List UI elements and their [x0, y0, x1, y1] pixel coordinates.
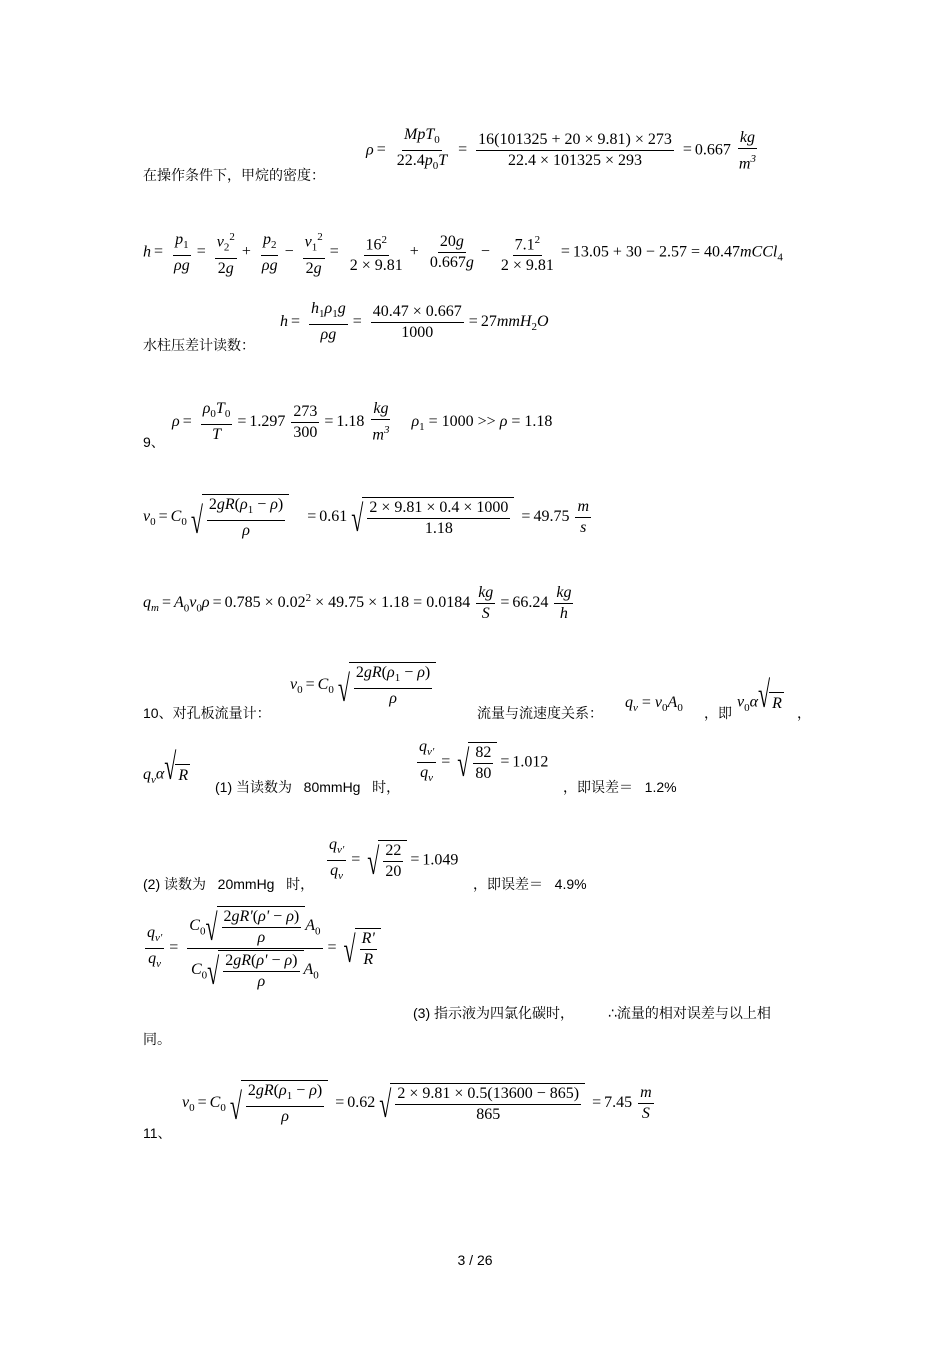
formula-mass-flow: $q_m = A_0v_0\rho = 0.785 \times 0.02^2 \times 49.75 \times 1.18 = 0.0184$ $\frac{kg}{S}$ = 66.24 $\frac{kg}{h}$: [143, 584, 572, 622]
case-3-conclusion: ∴流量的相对误差与以上相: [608, 1005, 771, 1021]
methane-density-label: 在操作条件下，甲烷的密度：: [143, 167, 325, 183]
error-1: ，即误差＝ 1.2%: [563, 779, 677, 795]
case-3-conclusion-end: 同。: [143, 1031, 171, 1047]
formula-velocity-9: $v_0 = C_0$ √ $\frac{2gR(\rho_1 - \rho)}{\rho}$ = 0.61 √ $\frac{2 \times 9.81 \times 0.4 \times 1000}{1.18}$ = 49.75 $\frac{m}{s}$: [143, 496, 590, 542]
formula-methane-density: ρ = $\frac{MpT_0}{22.4p_0T}$ = $\frac{16(101325 + 20 \times 9.81) \times 273}{22.4 \times 101325 \times 293}$ = 0.667 $\frac{kg}{m^3}$: [366, 126, 756, 173]
problem-10-label: 10、对孔板流量计：: [143, 705, 271, 721]
formula-air-density: ρ = $\frac{\rho_0T_0}{T}$ = 1.297 $\frac{273}{300}$ = 1.18 $\frac{kg}{m^3}$ $\rho_1 = 1000 >> \rho = 1.18$: [172, 400, 553, 444]
comma-label: ，: [797, 705, 811, 721]
formula-head: h = $\frac{p_1}{\rho g}$ = $\frac{v_2^2}{2g}$ + $\frac{p_2}{\rho g}$ − $\frac{v_1^2}{2g}$ = $\frac{16^2}{2 \times 9.81}$ + $\frac{20g}{0.667g}$ − $\frac{7.1^2}{2 \times 9.81}$ = 13.05 + 30 − 2.57 = 40.47mCCl$_4$: [143, 228, 783, 278]
formula-orifice-velocity: $v_0 = C_0$ √ $\frac{2gR(\rho_1 - \rho)}{\rho}$: [290, 662, 436, 708]
formula-flow-relation: $q_v = v_0A_0$: [625, 694, 683, 715]
problem-9-label: 9、: [143, 434, 165, 450]
formula-v0-proportional: $v_0\alpha$ √ R: [737, 673, 782, 716]
flow-relation-label: 流量与流速度关系：: [477, 705, 603, 721]
problem-11-label: 11、: [143, 1125, 172, 1141]
ji-label: ，即: [704, 705, 732, 721]
formula-velocity-11: $v_0 = C_0$ √ $\frac{2gR(\rho_1 - \rho)}{\rho}$ = 0.62 √ $\frac{2 \times 9.81 \times 0.5(13600 - 865)}{865}$ = 7.45 $\frac{m}{S}$: [182, 1082, 652, 1128]
case-1-label: (1) 当读数为 80mmHg 时，: [215, 779, 401, 795]
error-2: ，即误差＝ 4.9%: [473, 876, 587, 892]
formula-compound-ratio: $\frac{q_{v'}}{q_v}$ = $C_0$ √ $\frac{2gR'(\rho' - \rho)}{\rho}$ $A_0$ $C_0$ √ $\frac{2gR(\rho' - \rho)}{\rho}$ $A_0$ = √ $\frac{R'}{R}$: [143, 906, 381, 991]
water-reading-label: 水柱压差计读数：: [143, 337, 255, 353]
formula-water-column: h = $\frac{h_1\rho_1g}{\rho g}$ = $\frac{40.47 \times 0.667}{1000}$ = 27mmH$_2$O: [280, 300, 549, 344]
formula-ratio-80: $\frac{q_{v'}}{q_v}$ = √ $\frac{82}{80}$ = 1.012: [419, 738, 549, 785]
page-number: 3 / 26: [457, 1252, 493, 1268]
case-3-label: (3) 指示液为四氯化碳时，: [413, 1005, 574, 1021]
formula-qv-proportional: $q_v\alpha$ √ R: [143, 745, 189, 788]
case-2-label: (2) 读数为 20mmHg 时，: [143, 876, 315, 892]
formula-ratio-20: $\frac{q_{v'}}{q_v}$ = √ $\frac{22}{20}$ = 1.049: [329, 836, 459, 883]
